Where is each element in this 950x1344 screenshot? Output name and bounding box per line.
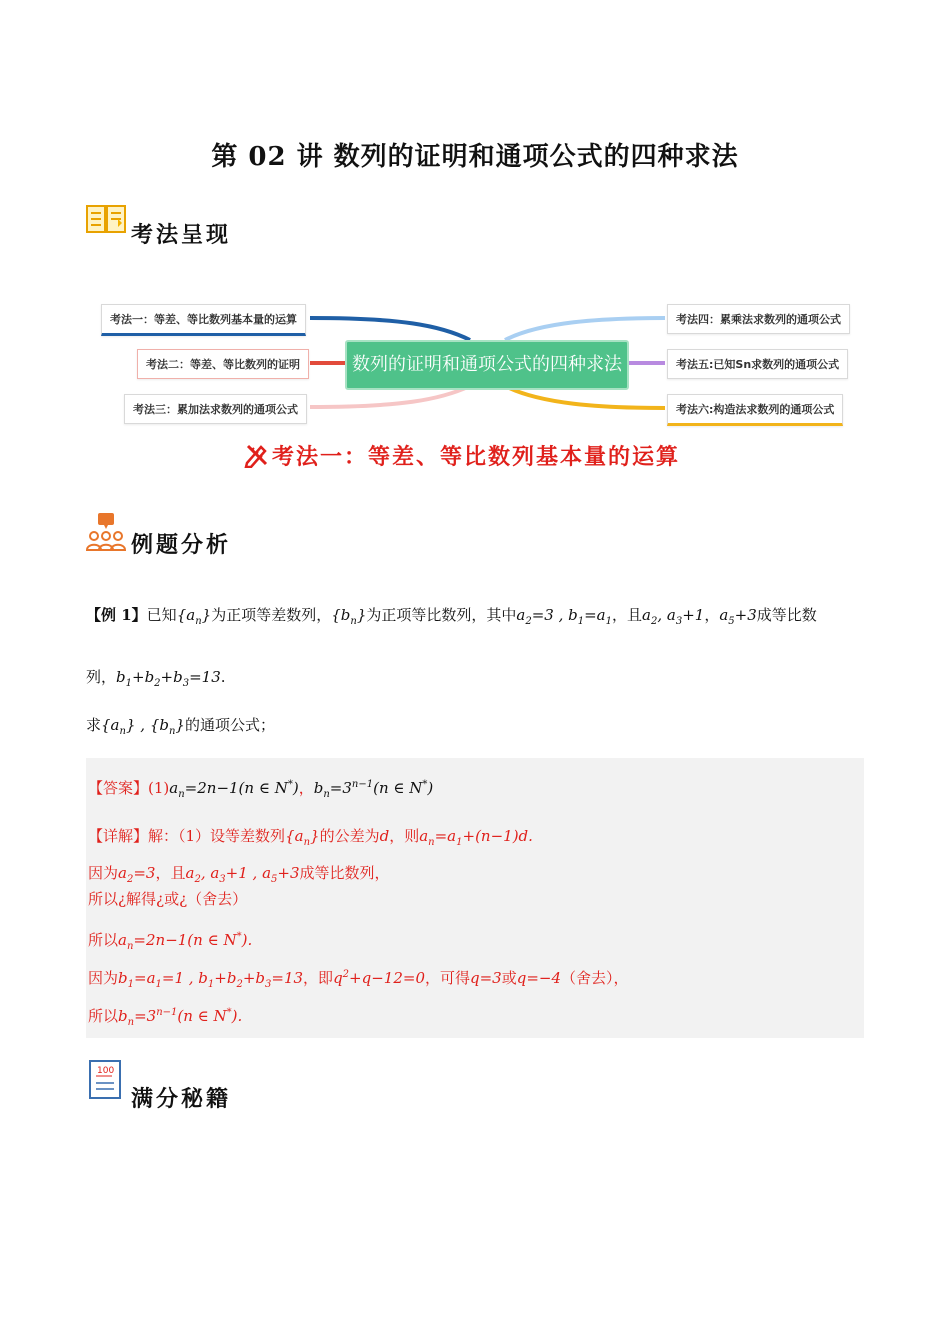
section-mifen-heading: 满分秘籍 bbox=[131, 1086, 232, 1112]
mindmap-node-method-3: 考法三：累加法求数列的通项公式 bbox=[124, 394, 307, 424]
example-1-question: 求$\{a_n\}$ , $\{b_n\}$的通项公式； bbox=[86, 716, 275, 737]
detail-line-5: 因为$b_1=a_1=1$ , $b_1+b_2+b_3=13$，即$q^2+q-12=0$，可得q=3或q=−4（舍去）， bbox=[88, 969, 629, 990]
detail-line-6: 所以$b_n=3^{n-1}(n$ ∈ N*). bbox=[88, 1007, 243, 1028]
group-discussion-icon bbox=[86, 512, 126, 556]
mindmap-node-method-4: 考法四：累乘法求数列的通项公式 bbox=[667, 304, 850, 334]
page-title: 第 02 讲 数列的证明和通项公式的四种求法 bbox=[211, 142, 739, 172]
example-1-line-2: 列，$b_1+b_2+b_3=13$. bbox=[86, 668, 226, 689]
answer-an: $a_n=2n-1(n$ ∈ N*) bbox=[169, 779, 299, 800]
seq-b: $\{b_n\}$ bbox=[331, 606, 367, 627]
detail-line-3: 所以¿解得¿或¿（舍去） bbox=[88, 890, 248, 908]
pencil-ruler-icon bbox=[244, 442, 270, 472]
mindmap-node-method-2: 考法二：等差、等比数列的证明 bbox=[137, 349, 309, 379]
method-one-title: 考法一：等差、等比数列基本量的运算 bbox=[272, 444, 681, 470]
answer-bn: $b_n=3^{n-1}(n$ ∈ N*) bbox=[313, 779, 434, 800]
book-icon bbox=[86, 203, 126, 241]
condition-2: $a_2$, $a_3+1$ bbox=[642, 606, 705, 627]
detail-line-1: 【详解】解：（1）设等差数列$\{a_n\}$的公差为d，则$a_n=a_1+(n-1)d$. bbox=[88, 827, 533, 848]
score-paper-icon bbox=[88, 1060, 122, 1104]
detail-line-2: 因为$a_2=3$，且$a_2$, $a_3+1$ , $a_5+3$成等比数列， bbox=[88, 864, 390, 885]
answer-line: 【答案】$(1)a_n=2n-1(n$ ∈ N*)，$b_n=3^{n-1}(n$ ∈ N*) bbox=[88, 779, 434, 800]
mindmap-node-method-5: 考法五:已知Sn求数列的通项公式 bbox=[667, 349, 848, 379]
condition-4: $b_1+b_2+b_3=13$ bbox=[116, 668, 221, 689]
score-100-text: 100 bbox=[97, 1066, 115, 1076]
mindmap-connector-left-1 bbox=[310, 318, 470, 340]
seq-a: $\{a_n\}$ bbox=[176, 606, 212, 627]
mindmap-center-node: 数列的证明和通项公式的四种求法 bbox=[345, 340, 629, 390]
detail-line-4: 所以$a_n=2n-1(n$ ∈ N*). bbox=[88, 931, 253, 952]
section-kaofa-heading: 考法呈现 bbox=[131, 222, 232, 248]
condition-1: $a_2=3$ , $b_1=a_1$ bbox=[516, 606, 612, 627]
condition-3: $a_5+3$ bbox=[719, 606, 757, 627]
mindmap-node-method-1: 考法一：等差、等比数列基本量的运算 bbox=[101, 304, 306, 336]
mindmap-connector-right-1 bbox=[505, 318, 665, 340]
example-label: 【例 1】 bbox=[86, 606, 147, 624]
mindmap-node-method-6: 考法六:构造法求数列的通项公式 bbox=[667, 394, 843, 426]
example-1-line-1: 【例 1】已知$\{a_n\}$为正项等差数列，$\{b_n\}$为正项等比数列，其中$a_2=3$ , $b_1=a_1$，且$a_2$, $a_3+1$，$a_5+3$成等比数 bbox=[86, 606, 817, 627]
section-liti-heading: 例题分析 bbox=[131, 532, 232, 558]
